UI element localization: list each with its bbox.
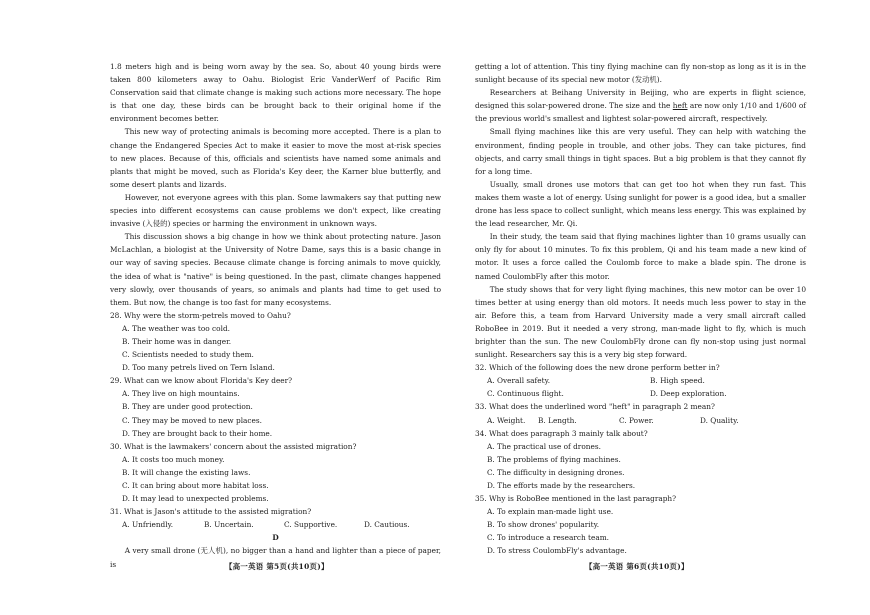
page-footer-left: 【高一英语 第5页(共10页)】 (225, 562, 329, 571)
question-29-option-c: C. They may be moved to new places. (122, 415, 262, 425)
question-35-option-d: D. To stress CoulombFly's advantage. (487, 546, 627, 556)
question-30-option-b: B. It will change the existing laws. (122, 467, 251, 477)
question-30-option-d: D. It may lead to unexpected problems. (122, 494, 269, 504)
question-28-option-a: A. The weather was too cold. (122, 323, 230, 333)
passage-c-paragraph-4: This discussion shows a big change in how we think about protecting nature. Jason McLachlan, a biologist at the University of Notre Dame, says this is a basic change in our way of saving species. Because climate change is forcing animals to move quickly, the idea of what is "native" is being questioned. In the past, climate changes happened very slowly, over thousands of years, so animals and plants had time to get used to them. But now, the change is too fast for many ecosystems. (110, 232, 441, 307)
passage-d-paragraph-3: Small flying machines like this are very useful. They can help with watching the environment, finding people in trouble, and other jobs. They can take pictures, find objects, and carry small things in tight spaces. But a big problem is that they cannot fly for a long time. (475, 127, 806, 176)
question-34-option-b: B. The problems of flying machines. (487, 454, 621, 464)
question-29-option-b: B. They are under good protection. (122, 402, 253, 412)
question-32-option-a: A. Overall safety. (487, 376, 551, 386)
passage-d-paragraph-1-start: A very small drone (无人机), no bigger than a hand and lighter than a piece of paper, is (110, 546, 441, 569)
question-28-option-d: D. Too many petrels lived on Tern Island. (122, 363, 275, 373)
question-34-option-d: D. The efforts made by the researchers. (487, 481, 636, 490)
question-32: 32. Which of the following does the new drone perform better in? (475, 363, 720, 373)
question-31: 31. What is Jason's attitude to the assisted migration? (110, 507, 312, 517)
page-footer-right: 【高一英语 第6页(共10页)】 (585, 562, 689, 571)
question-30-option-a: A. It costs too much money. (122, 454, 225, 464)
question-31-option-d: D. Cautious. (364, 520, 410, 530)
question-28: 28. Why were the storm-petrels moved to Oahu? (110, 310, 291, 320)
passage-d-paragraph-2 (475, 86, 806, 125)
question-28-option-c: C. Scientists needed to study them. (122, 350, 254, 360)
question-32-option-c: C. Continuous flight. (487, 389, 564, 399)
question-33-options (475, 414, 806, 427)
passage-d-paragraph-6: The study shows that for very light flying machines, this new motor can be over 10 times better at using energy than old motors. It needs much less power to stay in the air. Before this, a team from Harvard University made a very small aircraft called RoboBee in 2019. But it needed a very strong, man-made light to fly, which is much brighter than the sun. The new CoulombFly drone can fly non-stop using just normal sunlight. Researchers say this is a very big step forward. (475, 284, 806, 360)
passage-c-paragraph-1: 1.8 meters high and is being worn away by the sea. So, about 40 young birds were taken 800 kilometers away to Oahu. Biologist Eric VanderWerf of Pacific Rim Conservation said that climate change is making such actions more necessary. The hope is that one day, these birds can be brought back to their original home if the environment becomes better. (110, 62, 441, 124)
question-31-option-a: A. Unfriendly. (122, 520, 174, 530)
question-34: 34. What does paragraph 3 mainly talk about? (475, 428, 648, 438)
passage-d-paragraph-4: Usually, small drones use motors that can get too hot when they run fast. This makes them waste a lot of energy. Using sunlight for power is a good idea, but a smaller drone has less space to collect sunlight, which means less energy. This was explained by the lead researcher, Mr. Qi. (475, 179, 806, 229)
question-35-option-a: A. To explain man-made light use. (487, 507, 614, 517)
paragraph-2-text-a: Researchers at Beihang University in Beijing, who are experts in flight science, designed this solar-powered drone. The size and the (475, 88, 806, 111)
passage-c-paragraph-3: However, not everyone agrees with this plan. Some lawmakers say that putting new species into different ecosystems can cause problems we don't expect, like creating invasive (入侵的) species or harming the environment in unknown ways. (110, 192, 441, 229)
right-column (475, 60, 806, 558)
question-31-options (110, 518, 441, 531)
passage-d-paragraph-1-end: getting a lot of attention. This tiny flying machine can fly non-stop as long as it is in the sunlight because of its special new motor (发动机). (475, 62, 806, 85)
question-33-option-c: C. Power. (619, 415, 654, 425)
question-29: 29. What can we know about Florida's Key deer? (110, 376, 293, 386)
question-32-options-row-2 (475, 387, 806, 400)
question-32-options-row-1 (475, 374, 806, 387)
section-d-heading: D (272, 533, 279, 543)
question-30: 30. What is the lawmakers' concern about the assisted migration? (110, 441, 357, 451)
question-33: 33. What does the underlined word "heft" in paragraph 2 mean? (475, 402, 715, 412)
question-35-option-c: C. To introduce a research team. (487, 533, 610, 543)
left-column (110, 60, 441, 571)
question-35-option-b: B. To show drones' popularity. (487, 520, 600, 530)
question-34-option-a: A. The practical use of drones. (487, 441, 601, 451)
question-33-option-b: B. Length. (538, 415, 577, 425)
question-35: 35. Why is RoboBee mentioned in the last paragraph? (475, 494, 677, 504)
paragraph-2-text-b: are now only 1/10 and 1/600 of the previous world's smallest and lightest solar-powered aircraft, respectively. (475, 101, 806, 124)
question-33-option-d: D. Quality. (700, 415, 739, 425)
question-32-option-b: B. High speed. (650, 376, 705, 386)
question-29-option-a: A. They live on high mountains. (122, 389, 240, 399)
question-30-option-c: C. It can bring about more habitat loss. (122, 481, 269, 490)
question-31-option-b: B. Uncertain. (204, 520, 254, 530)
question-29-option-d: D. They are brought back to their home. (122, 428, 273, 438)
underlined-word-heft: heft (672, 101, 688, 111)
question-31-option-c: C. Supportive. (284, 520, 338, 530)
question-34-option-c: C. The difficulty in designing drones. (487, 467, 625, 477)
question-32-option-d: D. Deep exploration. (650, 389, 727, 399)
passage-c-paragraph-2: This new way of protecting animals is becoming more accepted. There is a plan to change the Endangered Species Act to make it easier to move the most at-risk species to new places. Because of this, officials and scientists have named some animals and plants that might be moved, such as Florida's Key deer, the Karner blue butterfly, and some desert plants and lizards. (110, 127, 441, 189)
passage-d-paragraph-5: In their study, the team said that flying machines lighter than 10 grams usually can only fly for about 10 minutes. To fix this problem, Qi and his team made a new kind of motor. It uses a force called the Coulomb force to make a blade spin. The drone is named CoulombFly after this motor. (475, 232, 806, 281)
question-33-option-a: A. Weight. (487, 415, 526, 425)
question-28-option-b: B. Their home was in danger. (122, 336, 232, 346)
